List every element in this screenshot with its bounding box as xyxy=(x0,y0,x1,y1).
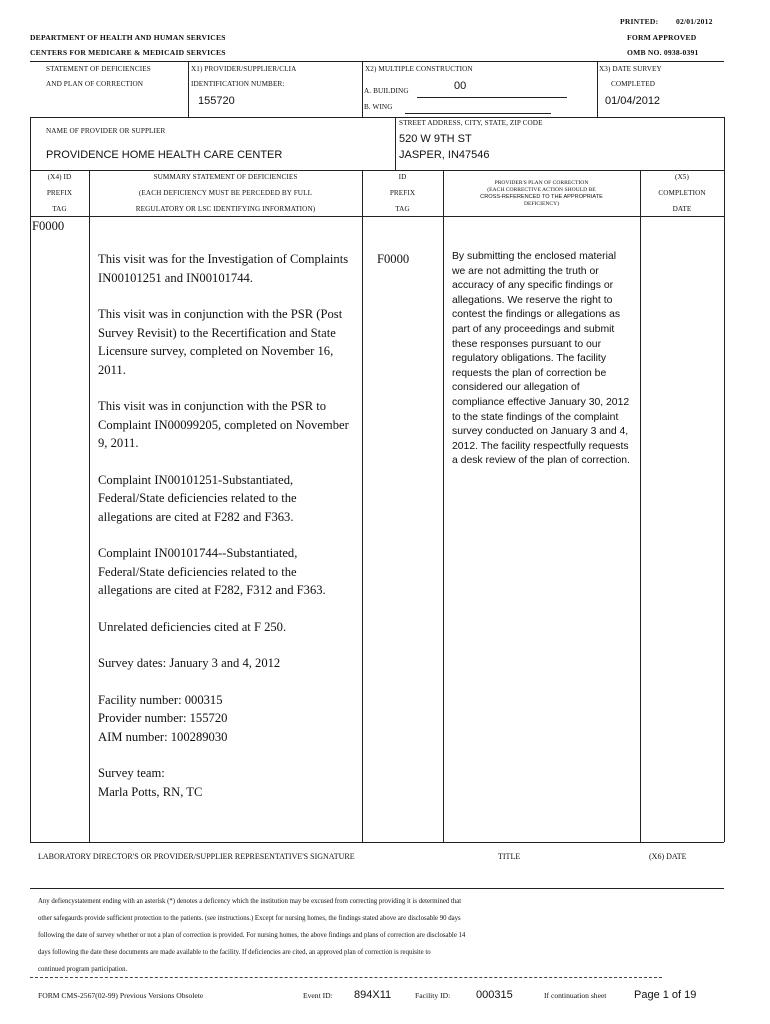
address-label: STREET ADDRESS, CITY, STATE, ZIP CODE xyxy=(399,119,543,127)
title-label: TITLE xyxy=(498,852,521,861)
wing-underline xyxy=(405,113,551,114)
rule-v-col-left xyxy=(30,170,31,842)
x5-header-1: (X5) xyxy=(675,173,689,181)
rule-body-bottom xyxy=(30,842,724,843)
rule-v-col-right xyxy=(724,170,725,842)
id-header-2: PREFIX xyxy=(389,189,416,197)
omb-number: OMB NO. 0938-0391 xyxy=(627,48,699,57)
form-approved-label: FORM APPROVED xyxy=(627,33,697,42)
footnote-rule xyxy=(30,977,662,978)
summary-paragraph: This visit was for the Investigation of Complaints IN00101251 and IN00101744. xyxy=(98,252,349,285)
address-line-2: JASPER, IN47546 xyxy=(399,149,490,161)
left-prefix-tag: F0000 xyxy=(32,219,65,233)
summary-paragraph: This visit was in conjunction with the PSR (Post Survey Revisit) to the Recertification and State Licensure survey, completed on November 16, 2011. xyxy=(98,307,343,377)
rule-v-box1-c xyxy=(597,61,598,117)
rule-provider-bottom xyxy=(30,170,724,171)
plan-of-correction-text: By submitting the enclosed material we are not admitting the truth or accuracy of any specific findings or allegations. We reserve the right to contest the findings or allegations as part of any proceedings and submit these responses pursuant to our regulatory obligations. The facility requests the plan of correction be considered our allegation of compliance effective January 30, 2012 to the state findings of the complaint survey conducted on January 3 and 4, 2012. The facility respectfully requests a desk review of the plan of correction. xyxy=(452,251,630,467)
footnote-line: continued program participation. xyxy=(38,966,128,973)
summary-header-3: REGULATORY OR LSC IDENTIFYING INFORMATION) xyxy=(135,205,316,213)
facility-id-label: Facility ID: xyxy=(415,991,451,1000)
page-number: Page 1 of 19 xyxy=(634,989,697,1001)
poc-header-1: PROVIDER'S PLAN OF CORRECTION xyxy=(494,180,589,186)
provider-number: Provider number: 155720 xyxy=(98,711,228,725)
poc-header-2: (EACH CORRECTIVE ACTION SHOULD BE xyxy=(487,187,596,193)
footnote-line: days following the date these documents are made available to the facility. If deficiencies are cited, an approved plan of correction is requisite to xyxy=(38,949,431,956)
signature-label: LABORATORY DIRECTOR'S OR PROVIDER/SUPPLIER REPRESENTATIVE'S SIGNATURE xyxy=(38,852,355,861)
x1-label-2: IDENTIFICATION NUMBER: xyxy=(191,80,285,88)
facility-number: Facility number: 000315 xyxy=(98,692,223,707)
summary-paragraph: This visit was in conjunction with the PSR to Complaint IN00099205, completed on November 9, 2011. xyxy=(98,399,349,450)
x1-value: 155720 xyxy=(198,95,235,107)
summary-paragraph: Complaint IN00101744--Substantiated, Federal/State deficiencies related to the allegations are cited at F282, F312 and F363. xyxy=(98,546,326,597)
rule-top xyxy=(30,61,724,62)
x5-header-2: COMPLETION xyxy=(658,189,706,197)
facility-info xyxy=(98,691,353,747)
footnote-line: following the date of survey whether or not a plan of correction is provided. For nursing homes, the above findings and plans of correction are disclosable 14 xyxy=(38,932,466,939)
building-underline xyxy=(417,97,567,98)
provider-name-label: NAME OF PROVIDER OR SUPPLIER xyxy=(46,127,166,135)
x3-label: X3) DATE SURVEY xyxy=(599,65,662,73)
statement-label: STATEMENT OF DEFICIENCIES xyxy=(46,65,151,73)
summary-header-2: (EACH DEFICIENCY MUST BE PERCEDED BY FULL xyxy=(138,189,313,197)
continuation-label: If continuation sheet xyxy=(544,991,607,1000)
rule-v-provider-right xyxy=(724,117,725,170)
summary-paragraph: Unrelated deficiencies cited at F 250. xyxy=(98,619,287,634)
x5-header-3: DATE xyxy=(672,205,692,213)
form-number: FORM CMS-2567(02-99) Previous Versions Obsolete xyxy=(38,991,204,1000)
footnote-line: other safegaurds provide sufficient protection to the patients. (see instructions.) Except for nursing homes, the findings stated above are disclosable 90 days xyxy=(38,915,461,922)
printed-date: 02/01/2012 xyxy=(676,17,713,26)
printed-label: PRINTED: xyxy=(620,17,659,26)
summary-paragraph: Survey dates: January 3 and 4, 2012 xyxy=(98,656,281,670)
building-value: 00 xyxy=(454,80,467,92)
address-line-1: 520 W 9TH ST xyxy=(399,133,472,145)
footnote xyxy=(38,893,728,978)
plan-label: AND PLAN OF CORRECTION xyxy=(46,80,144,88)
summary-paragraph: Complaint IN00101251-Substantiated, Federal/State deficiencies related to the allegations are cited at F282 and F363. xyxy=(98,472,297,524)
rule-v-col-summary xyxy=(362,170,363,842)
right-prefix-tag: F0000 xyxy=(377,252,410,266)
centers-name: CENTERS FOR MEDICARE & MEDICAID SERVICES xyxy=(30,48,226,57)
aim-number: AIM number: 100289030 xyxy=(98,729,228,744)
summary-statement xyxy=(98,250,353,819)
rule-v-provider-left xyxy=(30,117,31,170)
rule-v-col-poc xyxy=(640,170,641,842)
rule-v-col-id xyxy=(443,170,444,842)
id-header-3: TAG xyxy=(395,205,410,213)
x3-label-2: COMPLETED xyxy=(611,80,656,88)
event-id-label: Event ID: xyxy=(303,991,333,1000)
id-header-1: ID xyxy=(398,173,407,181)
x4-header-3: TAG xyxy=(52,205,67,213)
survey-team xyxy=(98,764,353,801)
event-id-value: 894X11 xyxy=(354,989,392,1001)
survey-completed-date: 01/04/2012 xyxy=(605,95,661,107)
survey-team-label: Survey team: xyxy=(98,766,165,780)
rule-v-box1-b xyxy=(362,61,363,117)
survey-team-member: Marla Potts, RN, TC xyxy=(98,784,203,799)
rule-columns-bottom xyxy=(30,216,724,217)
x1-label: X1) PROVIDER/SUPPLIER/CLIA xyxy=(191,65,297,73)
department-name: DEPARTMENT OF HEALTH AND HUMAN SERVICES xyxy=(30,33,226,42)
poc-header-3: CROSS-REFERENCED TO THE APPROPRIATE xyxy=(480,194,603,200)
rule-v-col-tag xyxy=(89,170,90,842)
building-label: A. BUILDING xyxy=(364,87,409,95)
poc-header-4: DEFICIENCY) xyxy=(523,201,560,207)
date-label: (X6) DATE xyxy=(649,852,687,861)
facility-id-value: 000315 xyxy=(476,989,513,1001)
rule-v-provider-mid xyxy=(395,117,396,170)
x2-label: X2) MULTIPLE CONSTRUCTION xyxy=(365,65,473,73)
wing-label: B. WING xyxy=(364,103,393,111)
summary-header-1: SUMMARY STATEMENT OF DEFICIENCIES xyxy=(153,173,298,181)
x4-header-1: (X4) ID xyxy=(47,173,72,181)
provider-name: PROVIDENCE HOME HEALTH CARE CENTER xyxy=(46,149,283,161)
rule-v-box1-a xyxy=(188,61,189,117)
footnote-line: Any defiencystatement ending with an asterisk (*) denotes a deficency which the institution may be excused from correcting providing it is determined that xyxy=(38,898,462,905)
rule-box1-bottom xyxy=(30,117,724,118)
x4-header-2: PREFIX xyxy=(46,189,73,197)
rule-signature-bottom xyxy=(30,888,724,889)
